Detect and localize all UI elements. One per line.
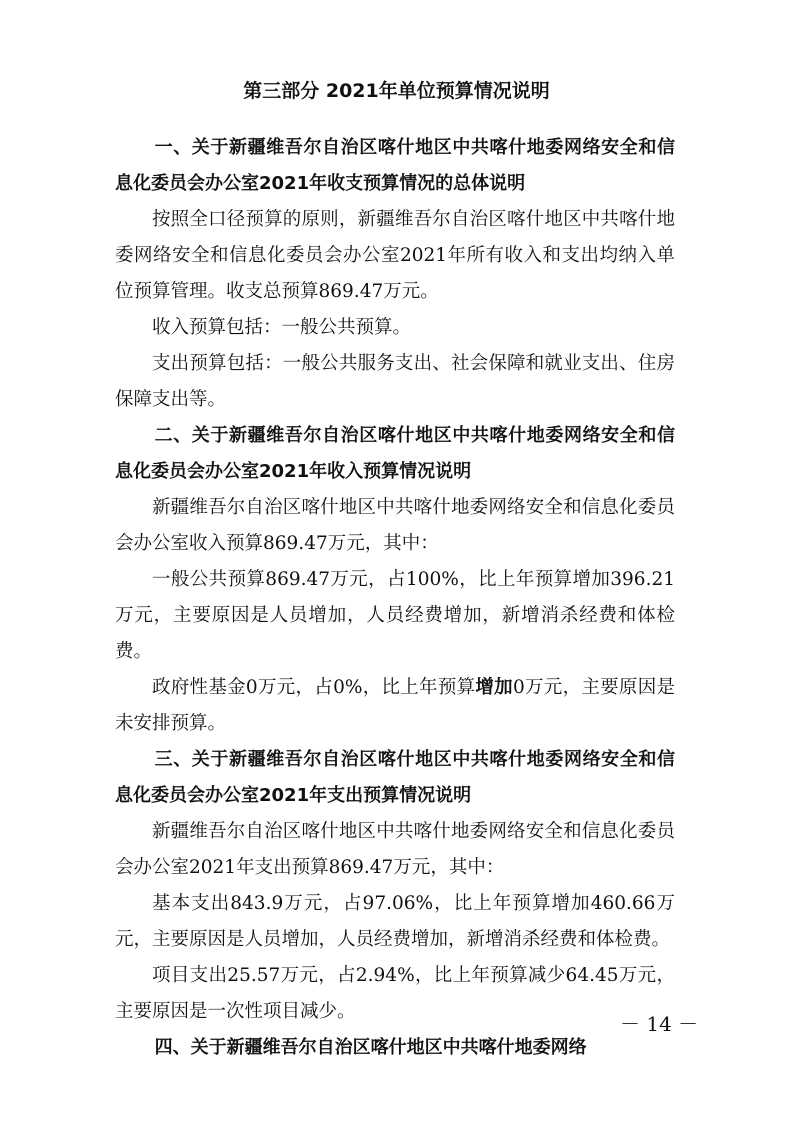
paragraph: 基本支出843.9万元，占97.06%，比上年预算增加460.66万元，主要原因是人员增加，人员经费增加，新增消杀经费和体检费。 (115, 893, 675, 950)
paragraph (115, 670, 675, 742)
text-run: 政府性基金0万元，占0%，比上年预算 (152, 677, 476, 698)
paragraph: 收入预算包括：一般公共预算。 (152, 317, 412, 338)
section-heading-2: 二、关于新疆维吾尔自治区喀什地区中共喀什地委网络安全和信息化委员会办公室2021年收入预算情况说明 (115, 425, 675, 482)
paragraph: 按照全口径预算的原则，新疆维吾尔自治区喀什地区中共喀什地委网络安全和信息化委员会办公室2021年所有收入和支出均纳入单位预算管理。收支总预算869.47万元。 (115, 209, 675, 302)
section-heading-4: 四、关于新疆维吾尔自治区喀什地区中共喀什地委网络 (154, 1037, 587, 1058)
section-heading-1: 一、关于新疆维吾尔自治区喀什地区中共喀什地委网络安全和信息化委员会办公室2021年收支预算情况的总体说明 (115, 137, 675, 194)
section-heading-3: 三、关于新疆维吾尔自治区喀什地区中共喀什地委网络安全和信息化委员会办公室2021年支出预算情况说明 (115, 749, 675, 806)
paragraph: 一般公共预算869.47万元，占100%，比上年预算增加396.21万元，主要原因是人员增加，人员经费增加，新增消杀经费和体检费。 (115, 569, 675, 662)
page-number: － 14 － (620, 1012, 699, 1036)
paragraph: 项目支出25.57万元，占2.94%，比上年预算减少64.45万元，主要原因是一次性项目减少。 (115, 965, 675, 1022)
paragraph: 支出预算包括：一般公共服务支出、社会保障和就业支出、住房保障支出等。 (115, 353, 675, 410)
page-title: 第三部分 2021年单位预算情况说明 (243, 80, 550, 102)
document-body (115, 130, 675, 1066)
bold-text: 增加 (475, 677, 513, 698)
text-run: 0万元，主要原因是未安排预算。 (115, 677, 675, 734)
paragraph: 新疆维吾尔自治区喀什地区中共喀什地委网络安全和信息化委员会办公室收入预算869.47万元，其中： (115, 497, 675, 554)
paragraph: 新疆维吾尔自治区喀什地区中共喀什地委网络安全和信息化委员会办公室2021年支出预算869.47万元，其中： (115, 821, 675, 878)
